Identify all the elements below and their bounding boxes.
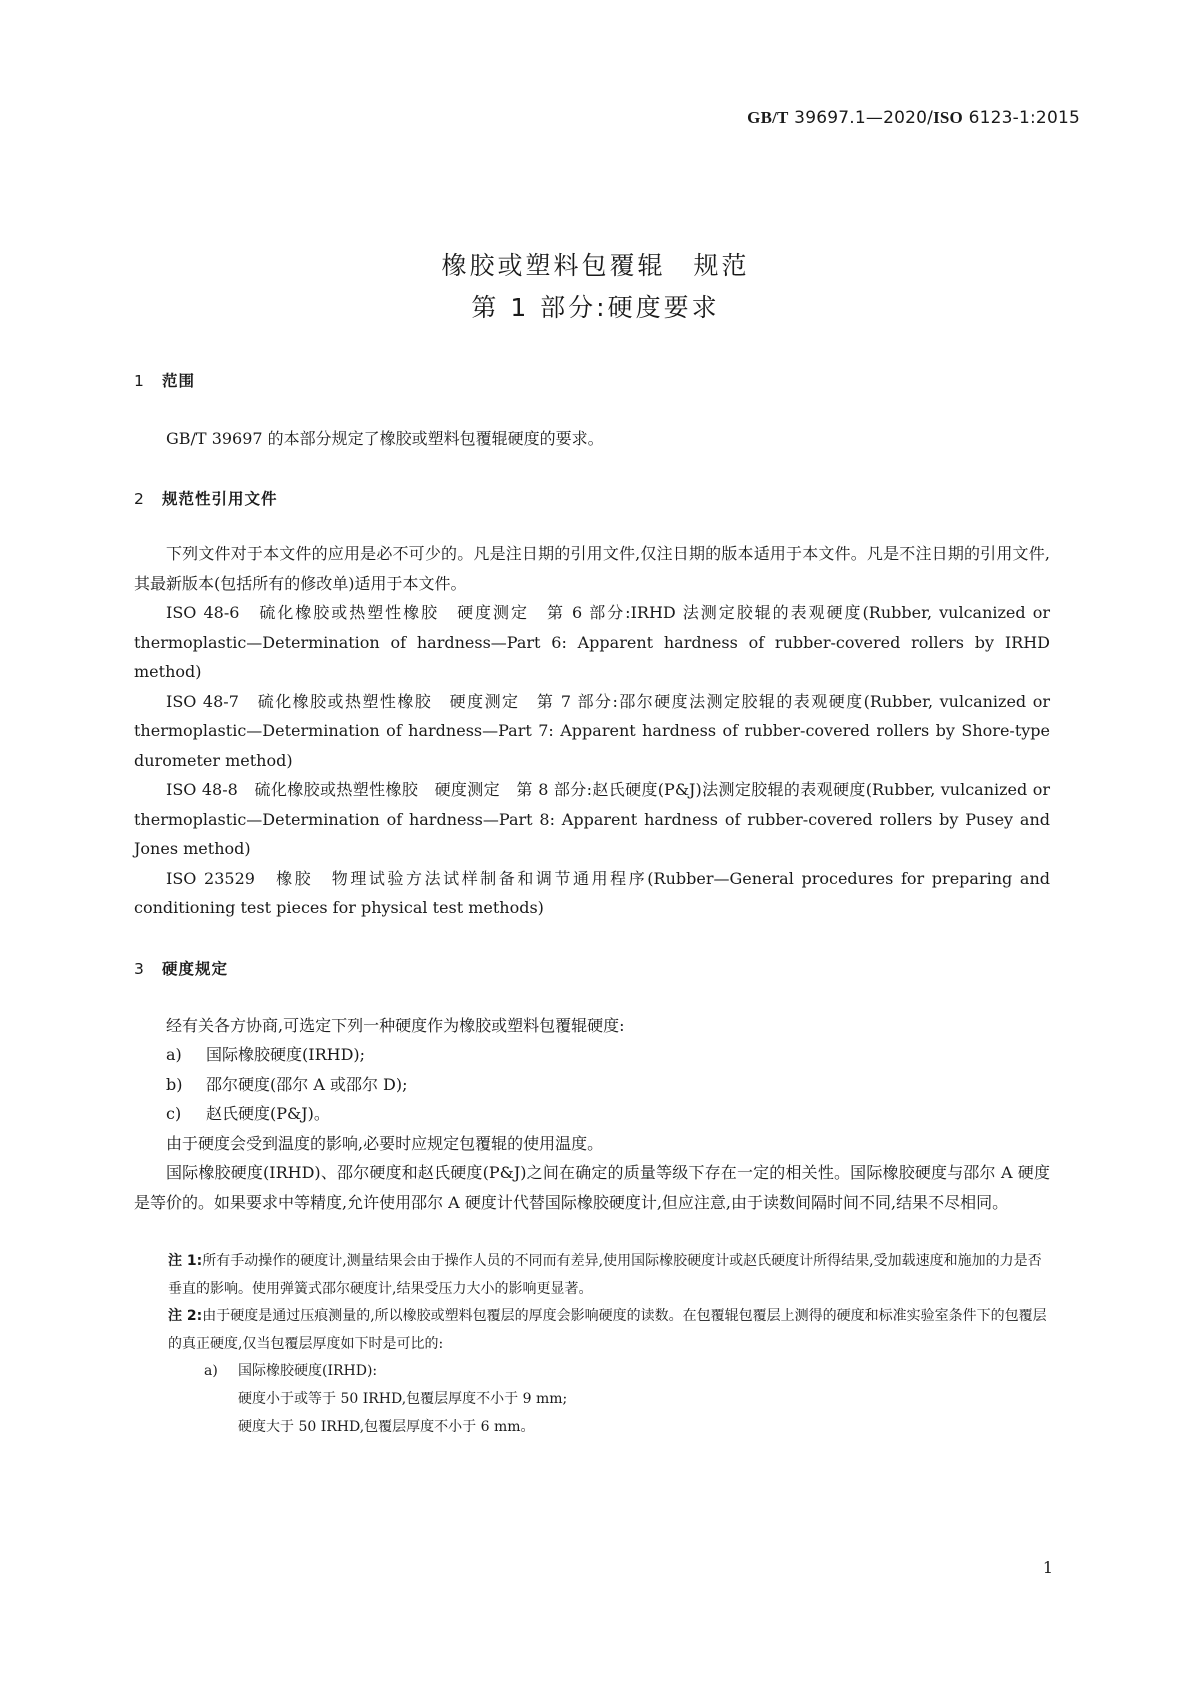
note-label: 注 1:: [168, 1253, 203, 1269]
note-2: [168, 1303, 1048, 1358]
note-text: 所有手动操作的硬度计,测量结果会由于操作人员的不同而有差异,使用国际橡胶硬度计或赵氏硬度计所得结果,受加载速度和施加的力是否垂直的影响。使用弹簧式邵尔硬度计,结果受压力大小的影响更显著。: [168, 1253, 1042, 1297]
list-text: 赵氏硬度(P&J)。: [206, 1104, 330, 1123]
hardness-option: [166, 1042, 365, 1065]
temperature-paragraph: 由于硬度会受到温度的影响,必要时应规定包覆辊的使用温度。: [166, 1134, 604, 1153]
section-number: 3: [134, 960, 145, 978]
hardness-option: [166, 1101, 330, 1124]
list-text: 邵尔硬度(邵尔 A 或邵尔 D);: [206, 1075, 408, 1094]
subitem-line: 硬度大于 50 IRHD,包覆层厚度不小于 6 mm。: [238, 1419, 535, 1435]
page-number: 1: [1042, 1558, 1053, 1577]
section-title: 范围: [162, 372, 196, 390]
section-heading-normative-references: [134, 487, 278, 509]
iso-prefix: ISO: [933, 108, 963, 127]
subitem-title: 国际橡胶硬度(IRHD):: [238, 1363, 378, 1379]
note-1: [168, 1248, 1048, 1303]
subitem-line: 硬度小于或等于 50 IRHD,包覆层厚度不小于 9 mm;: [238, 1391, 568, 1407]
correlation-paragraph: 国际橡胶硬度(IRHD)、邵尔硬度和赵氏硬度(P&J)之间在确定的质量等级下存在一定的相关性。国际橡胶硬度与邵尔 A 硬度是等价的。如果要求中等精度,允许使用邵尔 A 硬度计代替国际橡胶硬度计,但应注意,由于读数间隔时间不同,结果不尽相同。: [134, 1163, 1050, 1212]
reference-item: ISO 48-8 硫化橡胶或热塑性橡胶 硬度测定 第 8 部分:赵氏硬度(P&J)法测定胶辊的表观硬度(Rubber, vulcanized or thermoplastic—Determination of hardness—Part 8: Apparent hardness of rubber-covered rollers by Pusey and Jones method): [134, 780, 1050, 858]
standard-code-header: [747, 108, 1080, 128]
reference-item: ISO 48-6 硫化橡胶或热塑性橡胶 硬度测定 第 6 部分:IRHD 法测定胶辊的表观硬度(Rubber, vulcanized or thermoplastic—Determination of hardness—Part 6: Apparent hardness of rubber-covered rollers by IRHD method): [134, 603, 1050, 681]
scope-paragraph: GB/T 39697 的本部分规定了橡胶或塑料包覆辊硬度的要求。: [166, 429, 604, 448]
note-label: 注 2:: [168, 1308, 203, 1324]
iso-number: 6123-1:2015: [962, 108, 1080, 128]
note-2-subitem: [204, 1357, 567, 1441]
normative-references-block: [134, 539, 1050, 923]
list-marker: a): [204, 1363, 218, 1379]
std-number: 39697.1—2020/: [788, 108, 934, 128]
list-marker: a): [166, 1045, 182, 1064]
hardness-intro: 经有关各方协商,可选定下列一种硬度作为橡胶或塑料包覆辊硬度:: [166, 1016, 625, 1035]
section-title: 规范性引用文件: [162, 490, 278, 508]
document-title: 橡胶或塑料包覆辊 规范: [441, 251, 750, 280]
list-marker: b): [166, 1075, 183, 1094]
reference-item: ISO 48-7 硫化橡胶或热塑性橡胶 硬度测定 第 7 部分:邵尔硬度法测定胶辊的表观硬度(Rubber, vulcanized or thermoplastic—Determination of hardness—Part 7: Apparent hardness of rubber-covered rollers by Shore-type durometer method): [134, 691, 1050, 770]
section-number: 1: [134, 372, 145, 390]
section-heading-scope: [134, 369, 195, 391]
list-text: 国际橡胶硬度(IRHD);: [206, 1045, 366, 1064]
references-intro: 下列文件对于本文件的应用是必不可少的。凡是注日期的引用文件,仅注日期的版本适用于本文件。凡是不注日期的引用文件,其最新版本(包括所有的修改单)适用于本文件。: [134, 544, 1050, 593]
section-title: 硬度规定: [162, 960, 229, 978]
reference-item: ISO 23529 橡胶 物理试验方法试样制备和调节通用程序(Rubber—General procedures for preparing and conditioning test pieces for physical test methods): [134, 868, 1050, 917]
note-text: 由于硬度是通过压痕测量的,所以橡胶或塑料包覆层的厚度会影响硬度的读数。在包覆辊包覆层上测得的硬度和标准实验室条件下的包覆层的真正硬度,仅当包覆层厚度如下时是可比的:: [168, 1308, 1047, 1352]
document-subtitle: 第 1 部分:硬度要求: [471, 293, 720, 322]
hardness-option: [166, 1072, 408, 1095]
std-prefix: GB/T: [747, 108, 789, 127]
section-heading-hardness: [134, 957, 228, 979]
list-marker: c): [166, 1104, 182, 1123]
section-number: 2: [134, 490, 145, 508]
